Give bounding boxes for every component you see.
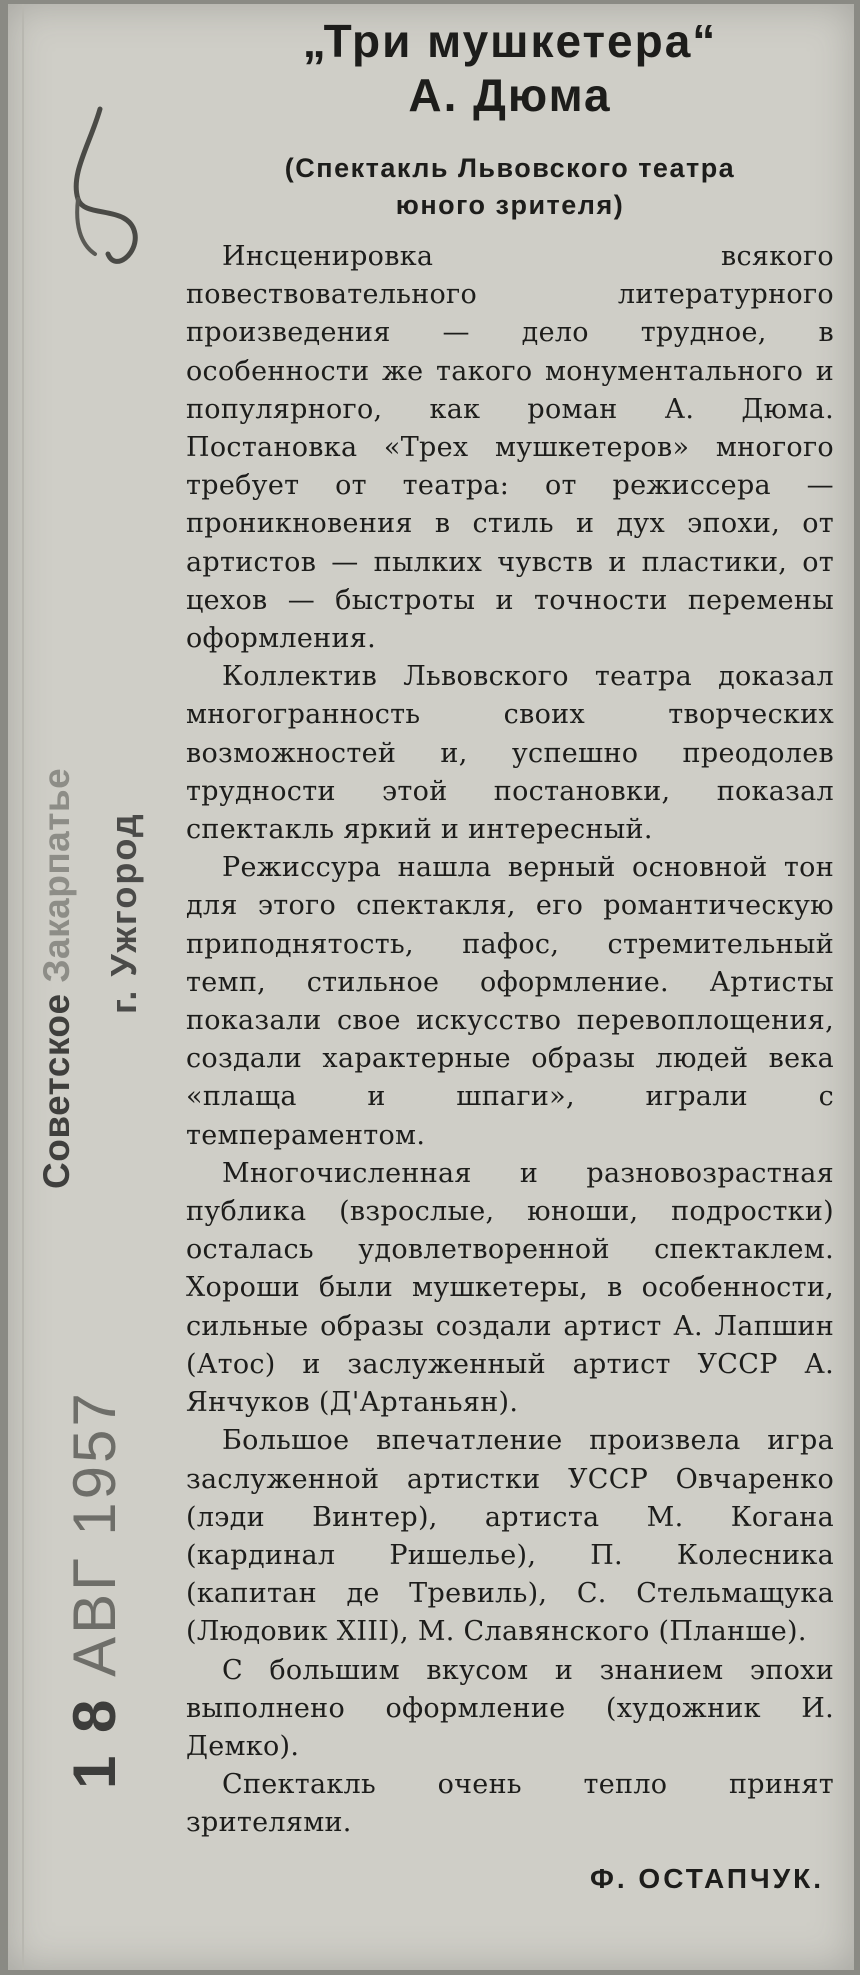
paragraph: Многочисленная и разновозрастная публика (взрослые, юноши, подростки) осталась удовлетворенной спектаклем. Хороши были мушкетеры, в особенности, сильные образы создали артист А. Лапшин (Атос) и заслуженный артист УССР А. Янчуков (Д'Артаньян). [186, 1157, 834, 1419]
archive-margin [8, 4, 198, 1970]
city-stamp: г. Ужгород [103, 812, 144, 1014]
paragraph: Большое впечатление произвела игра заслуженной артистки УССР Овчаренко (лэди Винтер), артиста М. Когана (кардинал Ришелье), П. Колесника (капитан де Тревиль), С. Стельмащука (Людовик XIII), М. Славянского (Планше). [186, 1425, 834, 1648]
date-month-year: АВГ 1957 [61, 1390, 128, 1697]
subtitle-line-2: юного зрителя) [395, 190, 625, 220]
source-stamp [36, 768, 78, 1189]
article-subtitle [186, 150, 834, 224]
source-name-faint: Закарпатье [36, 767, 77, 994]
date-stamp [60, 1390, 129, 1789]
article-title [186, 14, 834, 122]
title-line-2: А. Дюма [408, 69, 612, 121]
paragraph: Коллектив Львовского театра доказал многогранность своих творческих возможностей и, успешно преодолев трудности этой постановки, показал спектакль яркий и интересный. [186, 661, 834, 846]
paragraph: С большим вкусом и знанием эпохи выполнено оформление (художник И. Демко). [186, 1654, 834, 1762]
paragraph: Инсценировка всякого повествовательного литературного произведения — дело трудное, в особенности же такого монументального и популярного, как роман А. Дюма. Постановка «Трех мушкетеров» многого требует от театра: от режиссера — проникновения в стиль и дух эпохи, от артистов — пылких чувств и пластики, от цехов — быстроты и точности перемены оформления. [186, 241, 834, 655]
author-signature: Ф. ОСТАПЧУК. [589, 1862, 824, 1894]
subtitle-line-1: (Спектакль Львовского театра [284, 153, 736, 183]
paragraph: Режиссура нашла верный основной тон для этого спектакля, его романтическую приподнятость, пафос, стремительный темп, стильное оформление. Артисты показали свое искусство перевоплощения, создали характерные образы людей века «плаща и шпаги», играли с темпераментом. [186, 852, 834, 1151]
article [186, 14, 834, 1895]
article-body [186, 238, 834, 1843]
source-name: Советское [36, 993, 77, 1189]
handwritten-mark [60, 104, 160, 274]
newspaper-clipping [8, 4, 854, 1970]
title-line-1: „Три мушкетера“ [302, 15, 718, 67]
paragraph: Спектакль очень тепло принят зрителями. [186, 1769, 834, 1839]
date-day: 1 8 [61, 1696, 128, 1789]
